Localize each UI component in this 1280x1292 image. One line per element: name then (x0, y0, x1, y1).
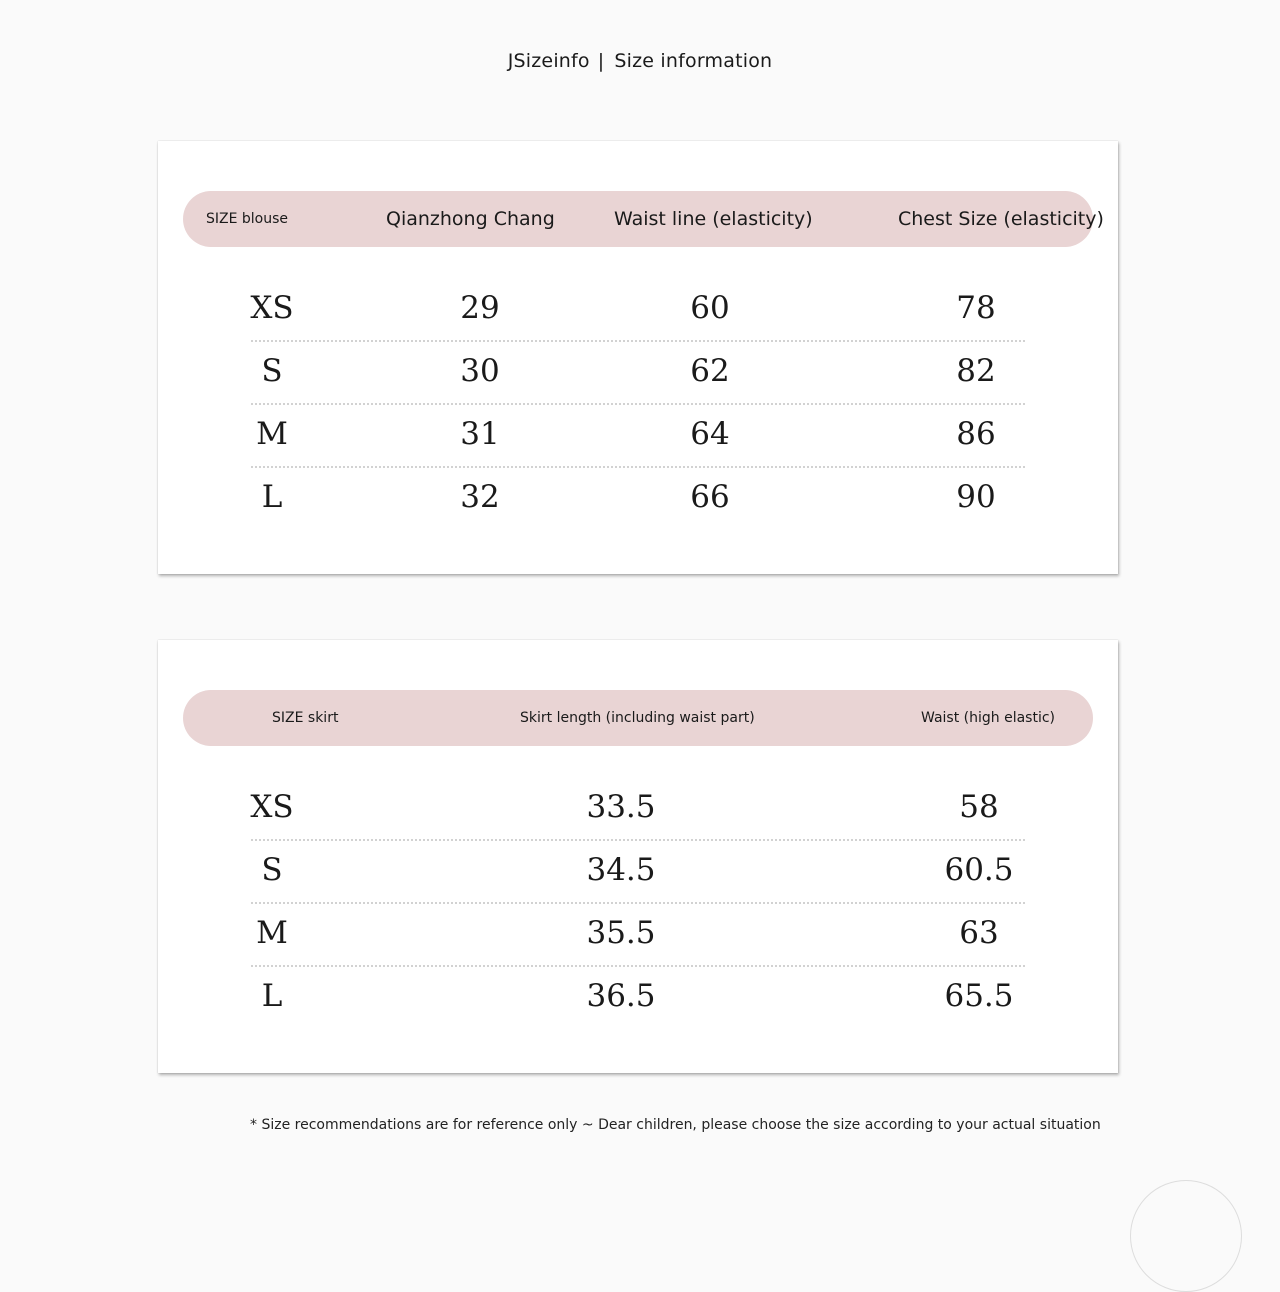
header-qianzhong-chang: Qianzhong Chang (386, 208, 555, 230)
waist-value: 64 (690, 416, 730, 452)
waist-value: 58 (959, 789, 999, 825)
title-separator: | (597, 50, 605, 72)
blouse-size-table (158, 141, 1118, 574)
header-skirt-length: Skirt length (including waist part) (520, 710, 755, 726)
header-waist-high-elastic: Waist (high elastic) (921, 710, 1055, 726)
chest-value: 86 (956, 416, 996, 452)
chest-value: 78 (956, 290, 996, 326)
qianzhong-value: 30 (460, 353, 500, 389)
page-title (0, 50, 1280, 72)
brand-label: JSizeinfo (507, 50, 590, 72)
waist-value: 60.5 (944, 852, 1014, 888)
table-row (158, 340, 1118, 403)
size-label: M (256, 416, 288, 452)
size-disclaimer: * Size recommendations are for reference only ~ Dear children, please choose the size according to your actual situation (250, 1117, 1101, 1133)
size-label: XS (250, 290, 294, 326)
table-row (158, 839, 1118, 902)
qianzhong-value: 32 (460, 479, 500, 515)
skirt-length-value: 35.5 (586, 915, 656, 951)
size-label: L (261, 978, 283, 1014)
size-label: S (261, 852, 283, 888)
table-row (158, 776, 1118, 839)
size-label: XS (250, 789, 294, 825)
title-text: Size information (614, 50, 773, 72)
size-label: L (261, 479, 283, 515)
header-size-blouse: SIZE blouse (206, 211, 289, 227)
blouse-table-header (183, 191, 1104, 247)
qianzhong-value: 31 (460, 416, 500, 452)
skirt-table-header (183, 690, 1093, 746)
qianzhong-value: 29 (460, 290, 500, 326)
waist-value: 60 (690, 290, 730, 326)
table-row (158, 277, 1118, 340)
header-chest-size: Chest Size (elasticity) (898, 208, 1104, 230)
waist-value: 66 (690, 479, 730, 515)
table-row (158, 902, 1118, 965)
waist-value: 65.5 (944, 978, 1014, 1014)
skirt-size-table (158, 640, 1118, 1073)
waist-value: 63 (959, 915, 999, 951)
skirt-length-value: 34.5 (586, 852, 656, 888)
decorative-circle (1130, 1180, 1242, 1292)
table-row (158, 403, 1118, 466)
table-row (158, 466, 1118, 529)
header-waist-line: Waist line (elasticity) (614, 208, 813, 230)
chest-value: 82 (956, 353, 996, 389)
skirt-length-value: 33.5 (586, 789, 656, 825)
size-label: M (256, 915, 288, 951)
skirt-length-value: 36.5 (586, 978, 656, 1014)
size-label: S (261, 353, 283, 389)
header-size-skirt: SIZE skirt (272, 710, 339, 726)
table-row (158, 965, 1118, 1028)
chest-value: 90 (956, 479, 996, 515)
waist-value: 62 (690, 353, 730, 389)
